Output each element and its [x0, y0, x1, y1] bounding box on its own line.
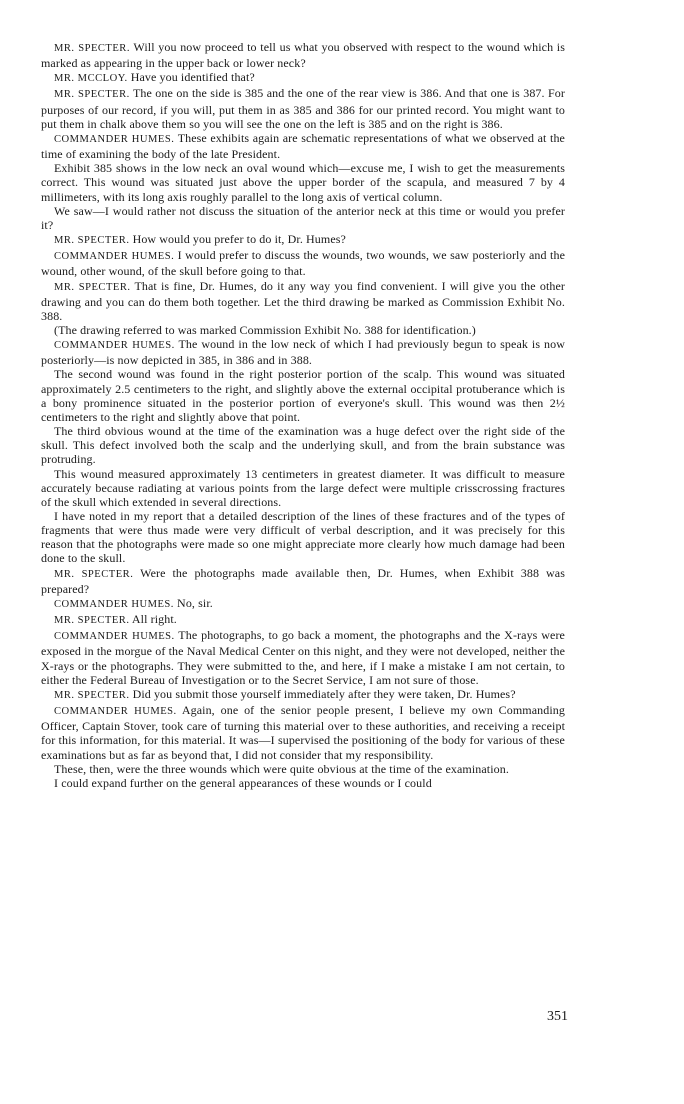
paragraph-text: All right. [131, 612, 177, 627]
paragraph-text: (The drawing referred to was marked Commission Exhibit No. 388 for identification.) [54, 322, 476, 337]
paragraph-text: The one on the side is 385 and the one of the rear view is 386. And that one is 387. For purposes of our record, if you will, put them in as 385 and 386 for our printed record. You might want to put them in chalk above them so you will see the one on the left is 385 and on the right is 386. [41, 86, 566, 131]
paragraph [41, 687, 565, 703]
paragraph [41, 279, 565, 323]
paragraph [41, 70, 565, 86]
paragraph-text: Will you now proceed to tell us what you observed with respect to the wound which is marked as appearing in the upper back or lower neck? [41, 40, 566, 71]
speaker: MR. SPECTER. [54, 89, 130, 101]
paragraph [41, 628, 565, 687]
paragraph [41, 703, 565, 762]
paragraph [41, 762, 565, 776]
paragraph [41, 596, 565, 612]
paragraph-text: Did you submit those yourself immediately after they were taken, Dr. Humes? [132, 686, 516, 701]
speaker: MR. SPECTER. [54, 568, 134, 580]
speaker: COMMANDER HUMES. [54, 631, 175, 643]
paragraph-text: Again, one of the senior people present, I believe my own Commanding Officer, Captain Stover, took care of turning this material over to these authorities, and receiving a receipt for this information, for this material. It was—I supervised the positioning of the body for various of these examinations but as far as beyond that, I did not consider that my responsibility. [41, 703, 565, 762]
paragraph [41, 467, 565, 509]
paragraph-text: The second wound was found in the right posterior portion of the scalp. This wound was situated approximately 2.5 centimeters to the right, and slightly above the external occipital protuberance which is a bony prominence situated in the posterior portion of everyone's skull. This wound was then 2½ centimeters to the right and slightly above that point. [41, 367, 565, 424]
paragraph [41, 566, 565, 596]
paragraph [41, 509, 565, 566]
speaker: MR. SPECTER. [54, 281, 131, 293]
paragraph-text: I would prefer to discuss the wounds, two wounds, we saw posteriorly and the wound, other wound, of the skull before going to that. [41, 248, 565, 279]
speaker: MR. SPECTER. [54, 43, 130, 54]
paragraph-text: The third obvious wound at the time of the examination was a huge defect over the right side of the skull. This defect involved both the scalp and the underlying skull, and from the brain substance was protruding. [41, 424, 565, 467]
paragraph [41, 776, 565, 790]
speaker: MR. SPECTER. [54, 235, 130, 247]
paragraph [41, 323, 565, 337]
paragraph-text: That is fine, Dr. Humes, do it any way you find convenient. I will give you the other drawing and you can do them both together. Let the third drawing be marked as Commission Exhibit No. 388. [41, 278, 565, 323]
paragraph [41, 367, 565, 424]
speaker: MR. SPECTER. [54, 615, 130, 627]
paragraph [41, 337, 565, 367]
paragraph-text: Were the photographs made available then, Dr. Humes, when Exhibit 388 was prepared? [41, 565, 565, 596]
speaker: COMMANDER HUMES. [54, 598, 174, 610]
speaker: COMMANDER HUMES. [54, 706, 177, 718]
paragraph-text: These exhibits again are schematic representations of what we observed at the time of examining the body of the late President. [41, 130, 565, 162]
speaker: COMMANDER HUMES. [54, 340, 175, 352]
paragraph [41, 204, 565, 232]
paragraph-text: How would you prefer to do it, Dr. Humes? [132, 232, 346, 247]
paragraph-text: Exhibit 385 shows in the low neck an oval wound which—excuse me, I wish to get the measurements correct. This wound was situated just above the upper border of the scapula, and measured 7 by 4 millimeters, with its long axis roughly parallel to the long axis of vertical column. [41, 161, 565, 204]
speaker: MR. SPECTER. [54, 689, 130, 701]
testimony-body [41, 40, 565, 790]
paragraph [41, 131, 565, 161]
paragraph [41, 612, 565, 628]
speaker: MR. MCCLOY. [54, 73, 128, 85]
paragraph-text: I could expand further on the general appearances of these wounds or I could [54, 775, 432, 790]
paragraph-text: No, sir. [177, 595, 213, 610]
paragraph-text: We saw—I would rather not discuss the situation of the anterior neck at this time or would you prefer it? [41, 203, 565, 232]
paragraph-text: I have noted in my report that a detailed description of the lines of these fractures and of the types of fragments that were thus made were very difficult of verbal description, and it was precisely for this reason that the photographs were made so one might appreciate more clearly how much damage had been done to the skull. [41, 509, 565, 566]
speaker: COMMANDER HUMES. [54, 133, 175, 145]
paragraph-text: The photographs, to go back a moment, the photographs and the X-rays were exposed in the morgue of the Naval Medical Center on this night, and they were not developed, neither the X-rays or the photographs. They were submitted to the, and here, if I make a mistake I am not certain, to either the Federal Bureau of Investigation or to the Secret Service, I am not sure of those. [41, 628, 565, 687]
paragraph-text: These, then, were the three wounds which were quite obvious at the time of the examination. [54, 761, 509, 776]
paragraph [41, 424, 565, 466]
paragraph [41, 232, 565, 248]
speaker: COMMANDER HUMES. [54, 251, 175, 263]
paragraph-text: Have you identified that? [130, 70, 255, 85]
paragraph [41, 161, 565, 203]
page-number: 351 [547, 1009, 568, 1024]
paragraph [41, 86, 565, 130]
paragraph [41, 248, 565, 278]
paragraph-text: This wound measured approximately 13 centimeters in greatest diameter. It was difficult to measure accurately because radiating at various points from the large defect were multiple crisscrossing fractures of the skull which extended in several directions. [41, 466, 565, 509]
paragraph-text: The wound in the low neck of which I had previously begun to speak is now posteriorly—is now depicted in 385, in 386 and in 388. [41, 337, 565, 368]
paragraph [41, 40, 565, 70]
